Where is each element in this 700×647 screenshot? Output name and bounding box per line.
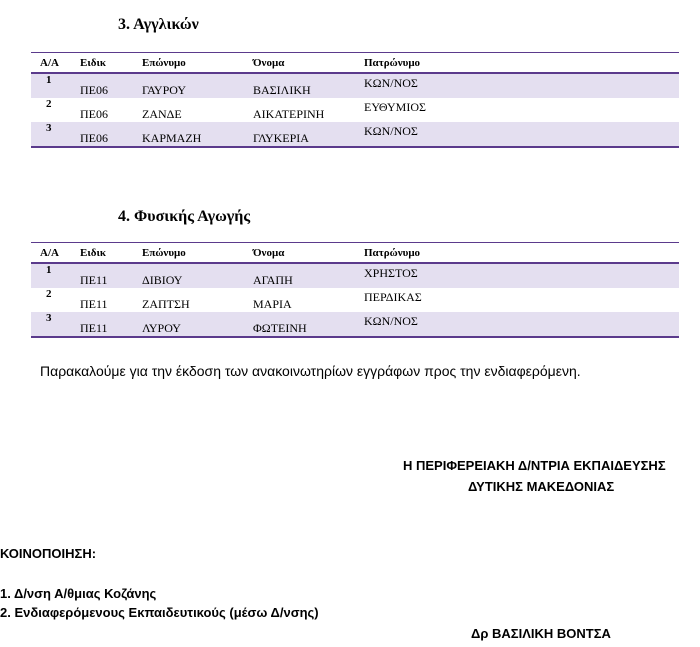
table-row <box>31 98 679 122</box>
signature-title-line2: ΔΥΤΙΚΗΣ ΜΑΚΕΔΟΝΙΑΣ <box>468 479 615 494</box>
notification-item-2: 2. Ενδιαφερόμενους Εκπαιδευτικούς (μέσω Δ/νσης) <box>0 605 319 620</box>
cell-patronymo: ΕΥΘΥΜΙΟΣ <box>364 100 426 114</box>
cell-onoma: ΦΩΤΕΙΝΗ <box>253 321 307 335</box>
cell-aa: 1 <box>46 74 52 86</box>
cell-eponymo: ΔΙΒΙΟΥ <box>142 273 183 287</box>
table-bottom-rule <box>31 146 679 148</box>
table-row <box>31 264 679 288</box>
signatory-name: Δρ ΒΑΣΙΛΙΚΗ ΒΟΝΤΣΑ <box>471 626 611 641</box>
header-patronymo: Πατρώνυμο <box>364 56 421 69</box>
cell-aa: 3 <box>46 122 52 134</box>
cell-onoma: ΒΑΣΙΛΙΚΗ <box>253 83 311 97</box>
table-row <box>31 74 679 98</box>
cell-aa: 2 <box>46 288 52 300</box>
cell-patronymo: ΚΩΝ/ΝΟΣ <box>364 76 418 90</box>
table-header <box>31 242 679 264</box>
header-onoma: Όνομα <box>253 56 285 69</box>
cell-onoma: ΜΑΡΙΑ <box>253 297 292 311</box>
header-eponymo: Επώνυμο <box>142 56 186 69</box>
cell-eidik: ΠΕ06 <box>80 107 108 121</box>
cell-patronymo: ΠΕΡΔΙΚΑΣ <box>364 290 422 304</box>
header-onoma: Όνομα <box>253 246 285 259</box>
cell-patronymo: ΧΡΗΣΤΟΣ <box>364 266 418 280</box>
table-row <box>31 288 679 312</box>
cell-eidik: ΠΕ11 <box>80 321 108 335</box>
header-patronymo: Πατρώνυμο <box>364 246 421 259</box>
cell-aa: 2 <box>46 98 52 110</box>
cell-eponymo: ΖΑΝΔΕ <box>142 107 182 121</box>
cell-onoma: ΓΛΥΚΕΡΙΑ <box>253 131 309 145</box>
section-4-title: 4. Φυσικής Αγωγής <box>118 208 251 225</box>
header-eidik: Ειδικ <box>80 56 106 69</box>
table-english <box>31 52 679 148</box>
cell-eponymo: ΚΑΡΜΑΖΗ <box>142 131 202 145</box>
table-physical-education <box>31 242 679 338</box>
notification-item-1: 1. Δ/νση Α/θμιας Κοζάνης <box>0 586 157 601</box>
table-row <box>31 122 679 146</box>
cell-patronymo: ΚΩΝ/ΝΟΣ <box>364 314 418 328</box>
cell-eponymo: ΓΑΥΡΟΥ <box>142 83 186 97</box>
notification-heading: ΚΟΙΝΟΠΟΙΗΣΗ: <box>0 546 97 561</box>
cell-aa: 1 <box>46 264 52 276</box>
cell-eponymo: ΖΑΠΤΣΗ <box>142 297 190 311</box>
cell-eidik: ΠΕ11 <box>80 273 108 287</box>
section-3-title: 3. Αγγλικών <box>118 16 199 33</box>
header-eidik: Ειδικ <box>80 246 106 259</box>
table-bottom-rule <box>31 336 679 338</box>
cell-aa: 3 <box>46 312 52 324</box>
cell-onoma: ΑΙΚΑΤΕΡΙΝΗ <box>253 107 325 121</box>
cell-eidik: ΠΕ06 <box>80 83 108 97</box>
header-eponymo: Επώνυμο <box>142 246 186 259</box>
signature-title-line1: Η ΠΕΡΙΦΕΡΕΙΑΚΗ Δ/ΝΤΡΙΑ ΕΚΠΑΙΔΕΥΣΗΣ <box>403 458 666 473</box>
cell-eidik: ΠΕ06 <box>80 131 108 145</box>
table-header <box>31 52 679 74</box>
cell-patronymo: ΚΩΝ/ΝΟΣ <box>364 124 418 138</box>
table-row <box>31 312 679 336</box>
request-paragraph: Παρακαλούμε για την έκδοση των ανακοινωτηρίων εγγράφων προς την ενδιαφερόμενη. <box>40 363 581 379</box>
cell-eponymo: ΛΥΡΟΥ <box>142 321 181 335</box>
header-aa: Α/Α <box>40 56 59 69</box>
cell-eidik: ΠΕ11 <box>80 297 108 311</box>
cell-onoma: ΑΓΑΠΗ <box>253 273 293 287</box>
header-aa: Α/Α <box>40 246 59 259</box>
